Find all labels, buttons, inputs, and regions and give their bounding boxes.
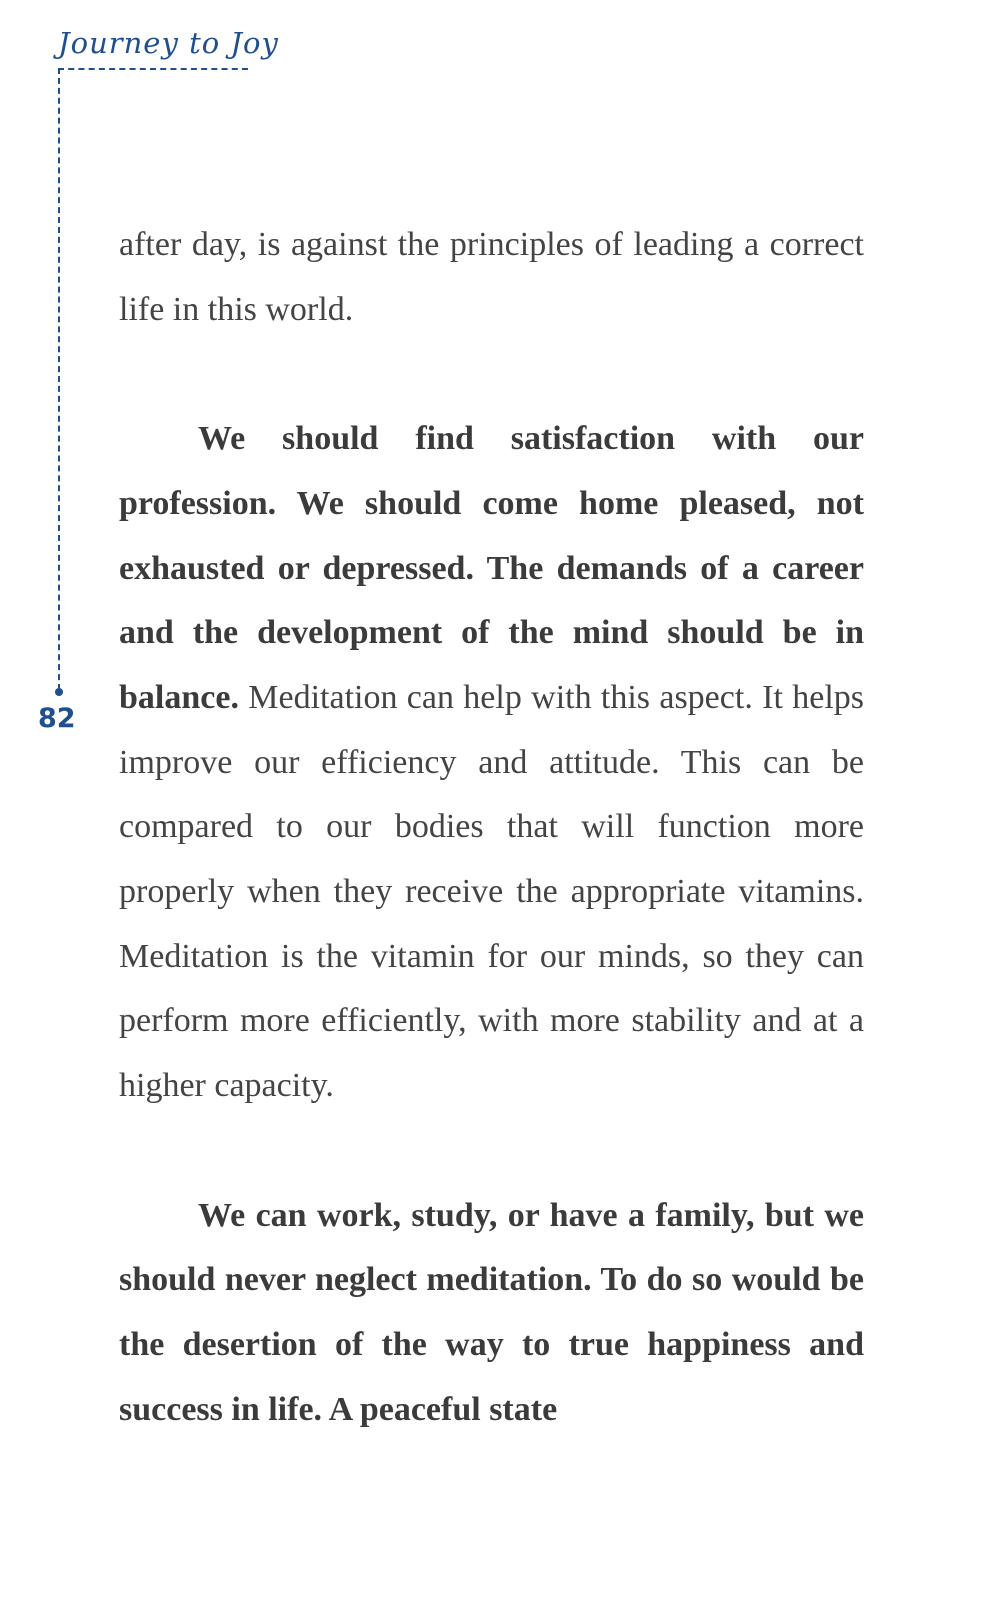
paragraph-2 <box>119 407 864 1119</box>
running-header-title: Journey to Joy <box>58 26 279 60</box>
margin-dashed-rule <box>58 68 60 690</box>
body-text <box>119 213 864 1442</box>
paragraph-3-bold-text: We can work, study, or have a family, but we should never neglect meditation. To do so would be the desertion of the way to true happiness and success in life. A peaceful state <box>119 1196 864 1428</box>
paragraph-1 <box>119 213 864 342</box>
paragraph-3 <box>119 1184 864 1443</box>
margin-rule-dot <box>55 688 63 696</box>
paragraph-2-text: Meditation can help with this aspect. It helps improve our efficiency and attitude. This can be compared to our bodies that will function more properly when they receive the appropriate vitamins. Meditation is the vitamin for our minds, so they can perform more efficiently, with more stability and at a higher capacity. <box>119 678 864 1105</box>
paragraph-1-text: after day, is against the principles of leading a correct life in this world. <box>119 226 864 328</box>
paragraph-2-bold-text: We should find satisfaction with our profession. We should come home pleased, not exhausted or depressed. The demands of a career and the development of the mind should be in balance. <box>119 420 864 716</box>
page-number: 82 <box>38 703 76 734</box>
header-dashed-rule <box>58 68 248 70</box>
